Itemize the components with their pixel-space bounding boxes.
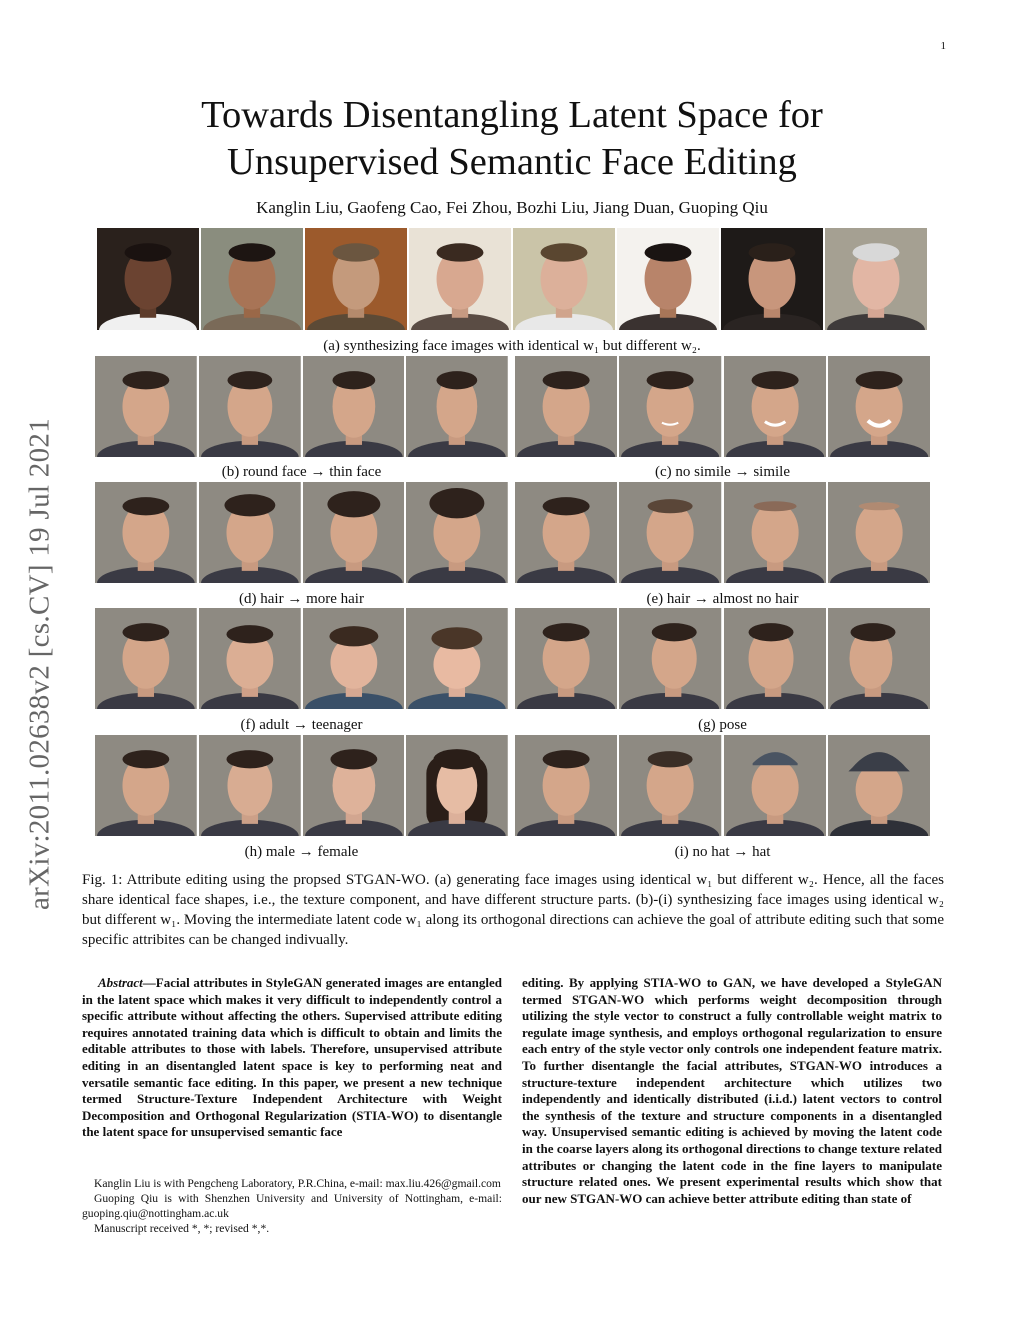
footnote: Kanglin Liu is with Pengcheng Laboratory, P.R.China, e-mail: max.liu.426@gmail.com (94, 1177, 501, 1190)
caption-h: (h) male → female (244, 844, 359, 860)
face-image (515, 608, 617, 709)
caption-d: (d) hair → more hair (239, 591, 364, 607)
face-image (724, 482, 826, 583)
face-image (199, 608, 301, 709)
face-image (515, 356, 617, 457)
caption-e: (e) hair → almost no hair (646, 591, 799, 607)
face-strip-g (515, 608, 930, 709)
face-image (95, 608, 197, 709)
face-strip-f (95, 608, 508, 709)
footnote: Manuscript received *, *; revised *,*. (94, 1222, 270, 1235)
title-line-2: Unsupervised Semantic Face Editing (227, 141, 797, 183)
face-image (303, 735, 405, 836)
face-strip-a (97, 228, 927, 330)
abstract-right-column: editing. By applying STIA-WO to GAN, we have developed a StyleGAN termed STGAN-WO which performs weight decomposition through utilizing the style vector to construct a fully controllable weight matrix to regulate image synthesis, and employs orthogonal regularization to ensure each entry of the style vector only controls one independent feature matrix. To further disentangle the facial attributes, STGAN-WO introduces a structure-texture independent architecture which utilizes two independently and identically distributed (i.i.d.) latent vectors to control the synthesis of the texture and structure components in a disentangled way. Unsupervised semantic editing is achieved by moving the latent code in the coarse layers along its orthogonal directions to change texture related attributes or changing the latent code in the fine layers to manipulate structure related ones. We present experimental results which show that our new STGAN-WO can achieve better attribute editing than state of (522, 975, 942, 1206)
caption-a: (a) synthesizing face images with identical w₁ but different w₂. (323, 338, 701, 354)
caption-f: (f) adult → teenager (240, 717, 363, 733)
face-image (619, 356, 721, 457)
face-image (199, 356, 301, 457)
face-strip-h (95, 735, 508, 836)
face-image (95, 735, 197, 836)
figure-caption: Fig. 1: Attribute editing using the propsed STGAN-WO. (a) generating face images using identical w₁ but different w₂. Hence, all the faces share identical face shapes, i.e., the texture component, and have different structure parts. (b)-(i) synthesizing face images using identical w₂ but different w₁. Moving the intermediate latent code w₁ along its orthogonal directions can achieve the goal of attribute editing such that some specific attribites can be changed indivually. (82, 872, 944, 948)
face-image (406, 608, 508, 709)
paper-title (0, 92, 1024, 186)
face-image (303, 482, 405, 583)
face-image (303, 608, 405, 709)
face-strip-b (95, 356, 508, 457)
abstract-text (82, 975, 502, 1141)
face-image (406, 735, 508, 836)
face-image (97, 228, 199, 330)
abstract-left-column (82, 975, 502, 1141)
face-image (201, 228, 303, 330)
face-image (619, 608, 721, 709)
caption-c: (c) no simile → simile (655, 464, 790, 480)
face-image (406, 482, 508, 583)
face-strip-i (515, 735, 930, 836)
face-image (199, 735, 301, 836)
face-image (724, 356, 826, 457)
face-image (303, 356, 405, 457)
title-line-1: Towards Disentangling Latent Space for (201, 94, 823, 136)
face-image (828, 735, 930, 836)
face-strip-c (515, 356, 930, 457)
face-image (95, 482, 197, 583)
face-image (721, 228, 823, 330)
face-image (95, 356, 197, 457)
face-image (828, 608, 930, 709)
abstract-label: Abstract (98, 975, 143, 990)
face-image (199, 482, 301, 583)
face-image (515, 482, 617, 583)
face-image (619, 482, 721, 583)
face-image (828, 482, 930, 583)
face-image (409, 228, 511, 330)
face-image (828, 356, 930, 457)
abstract-body: —Facial attributes in StyleGAN generated images are entangled in the latent space which makes it very difficult to independently control a specific attribute without affecting the others. Supervised attribute editing requires annotated training data which is difficult to obtain and limits the editable attributes to those with labels. Therefore, unsupervised attribute editing in an disentangled latent space is key to performing neat and versatile semantic face editing. In this paper, we present a new technique termed Structure-Texture Independent Architecture with Weight Decomposition and Orthogonal Regularization (STIA-WO) to disentangle the latent space for unsupervised semantic face (82, 975, 502, 1140)
author-list: Kanglin Liu, Gaofeng Cao, Fei Zhou, Bozhi Liu, Jiang Duan, Guoping Qiu (256, 198, 768, 217)
face-image (724, 735, 826, 836)
caption-i: (i) no hat → hat (674, 844, 771, 860)
face-image (513, 228, 615, 330)
footnote: Guoping Qiu is with Shenzhen University and University of Nottingham, e-mail: guoping.qiu@nottingham.ac.uk (82, 1192, 502, 1220)
arxiv-id: arXiv:2011.02638v2 [cs.CV] 19 Jul 2021 (23, 417, 56, 911)
caption-g: (g) pose (698, 717, 747, 733)
face-image (515, 735, 617, 836)
face-image (406, 356, 508, 457)
face-image (305, 228, 407, 330)
footnotes (82, 1176, 502, 1236)
face-image (619, 735, 721, 836)
face-image (617, 228, 719, 330)
face-strip-d (95, 482, 508, 583)
caption-b: (b) round face → thin face (221, 464, 382, 480)
face-image (724, 608, 826, 709)
page-number: 1 (940, 40, 946, 52)
face-image (825, 228, 927, 330)
face-strip-e (515, 482, 930, 583)
